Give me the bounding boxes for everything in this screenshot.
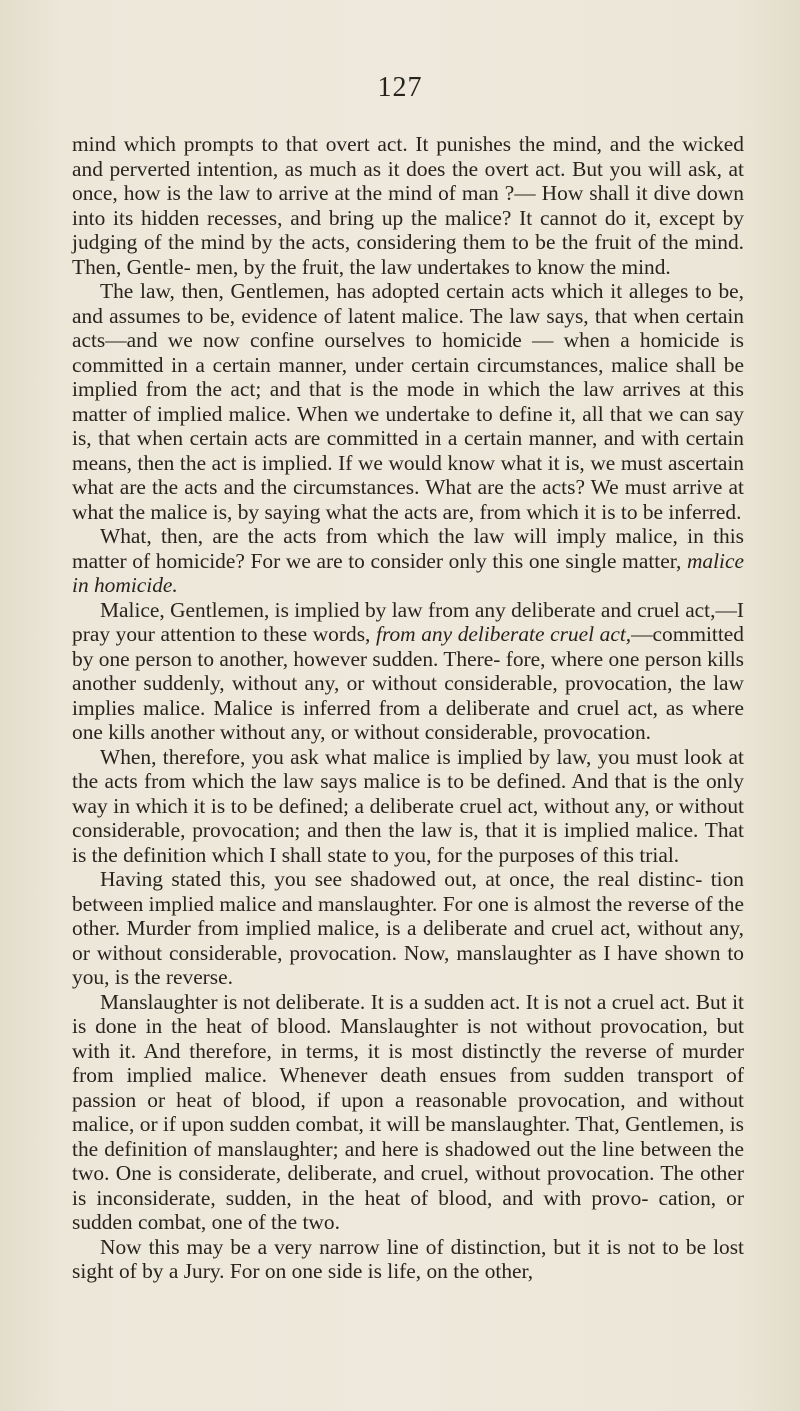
page-number: 127 <box>377 72 423 103</box>
paragraph: The law, then, Gentlemen, has adopted certain acts which it alleges to be, and assumes to be, evidence of latent malice. The law says, that when certain acts—and we now confine ourselves to homicide — when a homicide is committed in a certain manner, under certain circumstances, malice shall be implied from the act; and that is the mode in which the law arrives at this matter of implied malice. When we undertake to define it, all that we can say is, that when certain acts are committed in a certain manner, and with certain means, then the act is implied. If we would know what it is, we must ascertain what are the acts and the circumstances. What are the acts? We must arrive at what the malice is, by saying what the acts are, from which it is to be inferred. <box>72 279 744 524</box>
paragraph: mind which prompts to that overt act. It punishes the mind, and the wicked and perverted intention, as much as it does the overt act. But you will ask, at once, how is the law to arrive at the mind of man ?— How shall it dive down into its hidden recesses, and bring up the malice? It cannot do it, except by judging of the mind by the acts, considering them to be the fruit of the mind. Then, Gentle- men, by the fruit, the law undertakes to know the mind. <box>72 132 744 279</box>
paragraph: Having stated this, you see shadowed out, at once, the real distinc- tion between implied malice and manslaughter. For one is almost the reverse of the other. Murder from implied malice, is a deliberate and cruel act, without any, or without considerable, provocation. Now, manslaughter as I have shown to you, is the reverse. <box>72 867 744 989</box>
paragraph: What, then, are the acts from which the law will imply malice, in this matter of homicide? For we are to consider only this one single matter, malice in homicide. <box>72 524 744 597</box>
paragraph: When, therefore, you ask what malice is implied by law, you must look at the acts from which the law says malice is to be defined. And that is the only way in which it is to be defined; a deliberate cruel act, without any, or without considerable, provocation; and then the law is, that it is implied malice. That is the definition which I shall state to you, for the purposes of this trial. <box>72 744 744 867</box>
italic-phrase: malice in homicide. <box>72 548 744 597</box>
body-text <box>72 132 744 1284</box>
paragraph: Now this may be a very narrow line of distinction, but it is not to be lost sight of by a Jury. For on one side is life, on the other, <box>72 1234 744 1283</box>
paragraph: Malice, Gentlemen, is implied by law from any deliberate and cruel act,—I pray your attention to these words, from any deliberate cruel act,—committed by one person to another, however sudden. There- fore, where one person kills another suddenly, without any, or without considerable, provocation, the law implies malice. Malice is inferred from a deliberate and cruel act, as where one kills another without any, or without considerable, provocation. <box>72 597 745 744</box>
italic-phrase: from any deliberate cruel act, <box>376 622 632 646</box>
paragraph: Manslaughter is not deliberate. It is a sudden act. It is not a cruel act. But it is done in the heat of blood. Manslaughter is not without provocation, but with it. And therefore, in terms, it is most distinctly the reverse of murder from implied malice. Whenever death ensues from sudden transport of passion or heat of blood, if upon a reasonable provocation, and without malice, or if upon sudden combat, it will be manslaughter. That, Gentlemen, is the definition of manslaughter; and here is shadowed out the line between the two. One is considerate, deliberate, and cruel, without provocation. The other is inconsiderate, sudden, in the heat of blood, and with provo- cation, or sudden combat, one of the two. <box>72 989 744 1234</box>
